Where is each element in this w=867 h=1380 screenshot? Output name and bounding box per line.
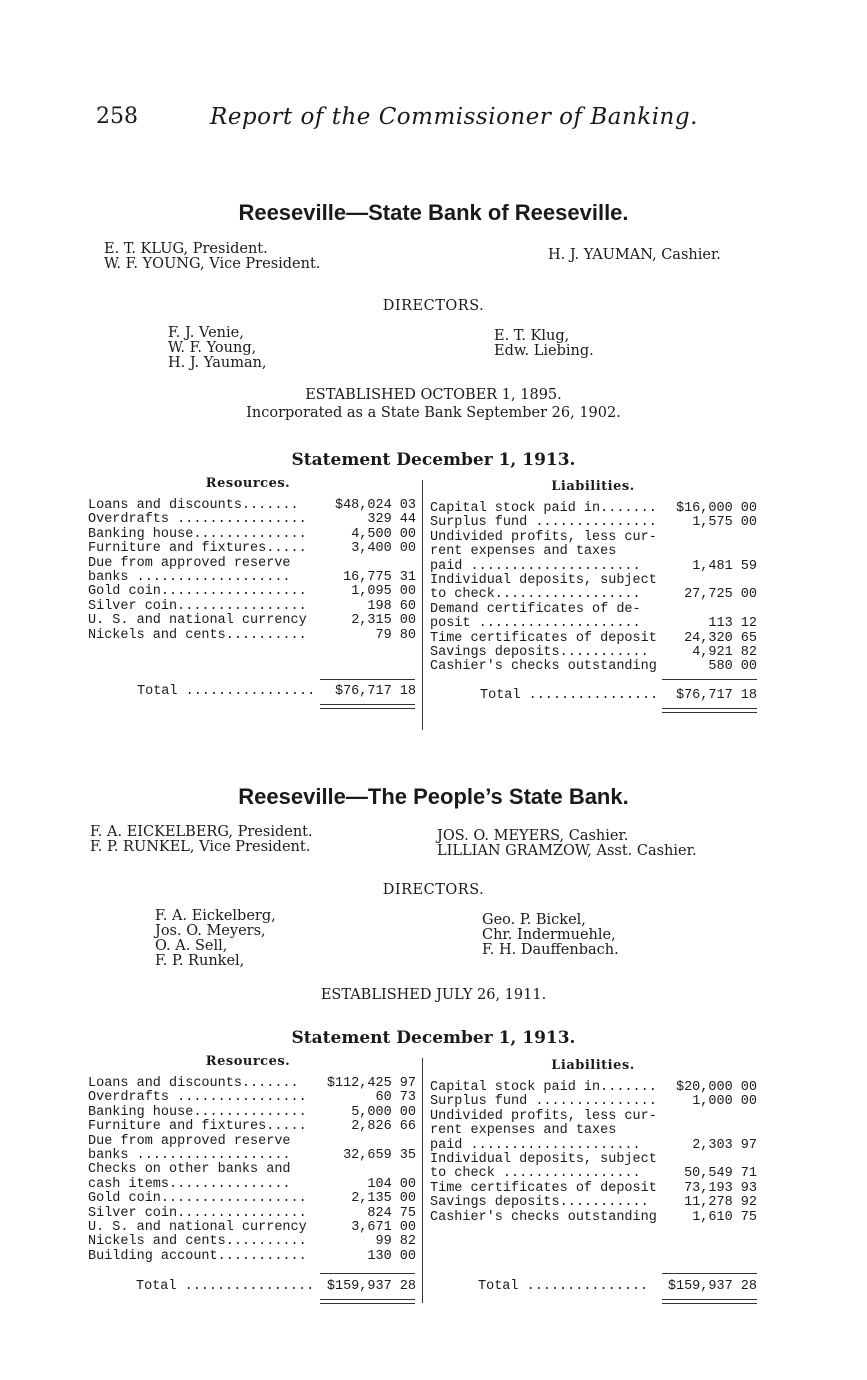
subtotal-rule [662, 679, 757, 680]
liability-row: Surplus fund ............... 1,000 00 [430, 1094, 757, 1110]
director: F. H. Dauffenbach. [482, 942, 619, 958]
liabilities-total-label: Total ............... [478, 1279, 649, 1294]
director: O. A. Sell, [155, 938, 228, 954]
established-date: ESTABLISHED JULY 26, 1911. [320, 987, 547, 1003]
liability-row: paid ..................... 1,481 59 [430, 558, 757, 574]
directors-right [482, 913, 619, 958]
resources-heading: Resources. [205, 1054, 291, 1069]
statement-heading: Statement December 1, 1913. [291, 1028, 576, 1048]
officer-assistant-cashier: LILLIAN GRAMZOW, Asst. Cashier. [437, 843, 697, 859]
resources-total-label: Total ................ [137, 684, 316, 699]
resource-row: Banking house.............. 4,500 00 [88, 526, 416, 542]
running-title: Report of the Commissioner of Banking. [210, 104, 698, 130]
bank-title: Reeseville—State Bank of Reeseville. [238, 200, 629, 225]
liability-row: paid ..................... 2,303 97 [430, 1137, 757, 1153]
director: F. A. Eickelberg, [155, 908, 276, 924]
officers-right [437, 829, 697, 859]
directors-right [494, 329, 594, 359]
subtotal-rule [320, 679, 415, 680]
officers-left [104, 242, 320, 272]
resource-row: Overdrafts ................ 329 44 [88, 512, 416, 528]
liability-row: Demand certificates of de- [430, 601, 641, 617]
column-divider [422, 1058, 423, 1303]
liabilities-total: $76,717 18 [675, 688, 757, 703]
total-double-rule [662, 708, 757, 713]
liability-row: Individual deposits, subject [430, 1151, 657, 1167]
liability-row: Cashier's checks outstanding 580 00 [430, 659, 757, 675]
officer-president: F. A. EICKELBERG, President. [90, 824, 313, 840]
column-divider [422, 480, 423, 730]
resource-row: Due from approved reserve [88, 555, 291, 571]
total-double-rule [320, 704, 415, 709]
bank-title: Reeseville—The People’s State Bank. [238, 784, 629, 809]
liability-row: rent expenses and taxes [430, 544, 617, 560]
liability-row: Undivided profits, less cur- [430, 529, 657, 545]
resource-row: Overdrafts ................ 60 73 [88, 1090, 416, 1106]
liability-row: Time certificates of deposit 73,193 93 [430, 1180, 757, 1196]
director: F. P. Runkel, [155, 953, 245, 969]
liability-row: Individual deposits, subject [430, 572, 657, 588]
liability-row: Capital stock paid in....... $16,000 00 [430, 501, 757, 516]
resources-total-label: Total ................ [136, 1279, 315, 1294]
director: W. F. Young, [168, 340, 257, 356]
resources-total: $159,937 28 [326, 1279, 416, 1294]
resources-total: $76,717 18 [334, 684, 416, 699]
liabilities-total: $159,937 28 [667, 1279, 757, 1294]
statement-heading: Statement December 1, 1913. [291, 450, 576, 470]
director: Geo. P. Bickel, [482, 912, 586, 928]
officer-cashier: JOS. O. MEYERS, Cashier. [437, 828, 629, 844]
page-number: 258 [96, 104, 138, 129]
resource-row: banks ................... 16,775 31 [88, 569, 416, 585]
liability-row: Savings deposits........... 11,278 92 [430, 1195, 757, 1211]
resource-row: Banking house.............. 5,000 00 [88, 1104, 416, 1120]
resources-list [88, 1077, 416, 1264]
resource-row: Loans and discounts....... $112,425 97 [88, 1076, 416, 1091]
liability-row: Undivided profits, less cur- [430, 1108, 657, 1124]
liabilities-total-label: Total ................ [480, 688, 659, 703]
director: H. J. Yauman, [168, 355, 267, 371]
running-header [0, 104, 867, 136]
directors-heading: DIRECTORS. [382, 298, 485, 314]
liability-row: Cashier's checks outstanding 1,610 75 [430, 1209, 757, 1225]
director: E. T. Klug, [494, 328, 570, 344]
liability-row: rent expenses and taxes [430, 1123, 617, 1139]
liability-row: Savings deposits........... 4,921 82 [430, 644, 757, 660]
resource-row: Silver coin................ 824 75 [88, 1205, 416, 1221]
officer-vice-president: F. P. RUNKEL, Vice President. [90, 839, 311, 855]
director: F. J. Venie, [168, 325, 244, 341]
officer-vice-president: W. F. YOUNG, Vice President. [104, 256, 321, 272]
officers-right [548, 248, 721, 263]
resource-row: Silver coin................ 198 60 [88, 598, 416, 614]
resource-row: Building account........... 130 00 [88, 1248, 416, 1264]
director: Chr. Indermuehle, [482, 927, 616, 943]
liabilities-list [430, 502, 757, 675]
directors-left [168, 326, 267, 371]
resource-row: Furniture and fixtures..... 2,826 66 [88, 1119, 416, 1135]
liability-row: Time certificates of deposit 24,320 65 [430, 630, 757, 646]
incorporated-date: Incorporated as a State Bank September 26, 1902. [246, 405, 621, 421]
officer-cashier: H. J. YAUMAN, Cashier. [548, 247, 721, 263]
resource-row: Gold coin.................. 2,135 00 [88, 1191, 416, 1207]
officer-president: E. T. KLUG, President. [104, 241, 268, 257]
directors-heading: DIRECTORS. [382, 882, 485, 898]
liability-row: Capital stock paid in....... $20,000 00 [430, 1080, 757, 1095]
total-double-rule [320, 1299, 415, 1304]
resource-row: Due from approved reserve [88, 1133, 291, 1149]
total-double-rule [662, 1299, 757, 1304]
director: Jos. O. Meyers, [155, 923, 266, 939]
liabilities-list [430, 1081, 757, 1225]
resource-row: U. S. and national currency 3,671 00 [88, 1219, 416, 1235]
resource-row: Gold coin.................. 1,095 00 [88, 584, 416, 600]
director: Edw. Liebing. [494, 343, 594, 359]
resources-heading: Resources. [205, 476, 291, 491]
liabilities-heading: Liabilities. [551, 479, 635, 494]
liability-row: posit .................... 113 12 [430, 616, 757, 632]
subtotal-rule [320, 1273, 415, 1274]
resource-row: Checks on other banks and [88, 1162, 291, 1178]
officers-left [90, 825, 313, 855]
resource-row: Furniture and fixtures..... 3,400 00 [88, 541, 416, 557]
resource-row: Loans and discounts....... $48,024 03 [88, 498, 416, 513]
liability-row: to check ................. 50,549 71 [430, 1166, 757, 1182]
resource-row: cash items............... 104 00 [88, 1176, 416, 1192]
resource-row: U. S. and national currency 2,315 00 [88, 613, 416, 629]
directors-left [155, 909, 276, 969]
established-date: ESTABLISHED OCTOBER 1, 1895. [305, 387, 562, 403]
liabilities-heading: Liabilities. [551, 1058, 635, 1073]
liability-row: to check.................. 27,725 00 [430, 587, 757, 603]
subtotal-rule [662, 1273, 757, 1274]
resource-row: Nickels and cents.......... 79 80 [88, 627, 416, 643]
liability-row: Surplus fund ............... 1,575 00 [430, 515, 757, 531]
resource-row: banks ................... 32,659 35 [88, 1147, 416, 1163]
resources-list [88, 499, 416, 643]
resource-row: Nickels and cents.......... 99 82 [88, 1234, 416, 1250]
